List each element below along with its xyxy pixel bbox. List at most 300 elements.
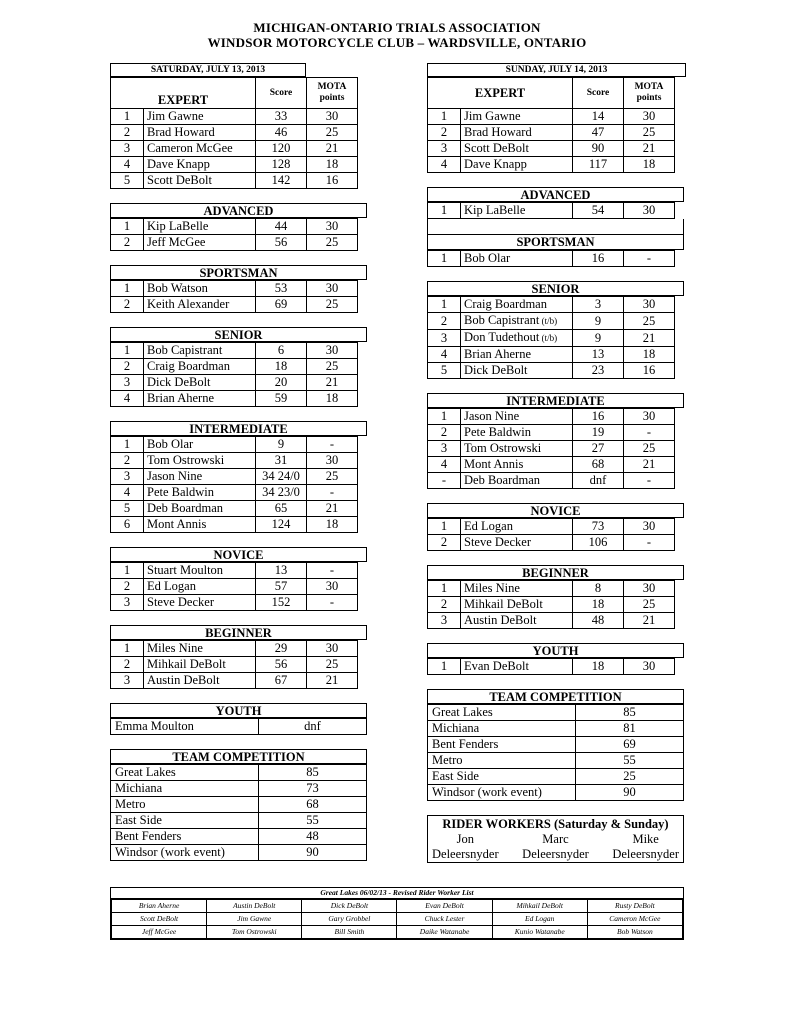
points-cell: 18 <box>307 517 358 533</box>
points-cell: 30 <box>624 297 675 313</box>
place-cell: 2 <box>111 125 144 141</box>
table-row <box>428 597 675 613</box>
table-row <box>111 235 358 251</box>
score-cell: 46 <box>256 125 307 141</box>
points-cell: - <box>624 425 675 441</box>
rider-name-cell: Tom Ostrowski <box>144 453 256 469</box>
table-row <box>428 705 684 721</box>
worker-name-cell: Bob Watson <box>587 926 682 939</box>
worker-name-cell: Gary Grobbel <box>302 913 397 926</box>
rider-name-cell <box>461 330 573 347</box>
worker-name-cell: Scott DeBolt <box>112 913 207 926</box>
place-cell: 5 <box>111 173 144 189</box>
worker-name-cell: Evan DeBolt <box>397 900 492 913</box>
place-cell: 3 <box>428 330 461 347</box>
score-cell: 44 <box>256 219 307 235</box>
team-heading: TEAM COMPETITION <box>427 689 684 704</box>
score-cell: 124 <box>256 517 307 533</box>
sunday-novice-table <box>427 518 675 551</box>
team-name-cell: East Side <box>428 769 576 785</box>
points-cell: 30 <box>624 519 675 535</box>
table-row <box>111 501 358 517</box>
worker-name-cell: Jeff McGee <box>112 926 207 939</box>
rider-workers-box <box>427 815 684 863</box>
rider-name-cell <box>461 363 573 379</box>
score-cell: 18 <box>573 659 624 675</box>
points-cell: 25 <box>624 441 675 457</box>
rider-name-cell <box>461 313 573 330</box>
score-cell: 29 <box>256 641 307 657</box>
rider-name-cell: Stuart Moulton <box>144 563 256 579</box>
team-name-cell: Michiana <box>428 721 576 737</box>
points-cell: 18 <box>624 347 675 363</box>
team-name-cell: Bent Fenders <box>111 829 259 845</box>
points-cell: 25 <box>307 235 358 251</box>
score-cell: 33 <box>256 109 307 125</box>
table-row <box>111 641 358 657</box>
rider-name-cell: Keith Alexander <box>144 297 256 313</box>
points-cell: 25 <box>307 359 358 375</box>
points-cell: - <box>624 473 675 489</box>
rider-name-cell: Scott DeBolt <box>461 141 573 157</box>
expert-heading: EXPERT <box>428 78 573 109</box>
score-cell: 67 <box>256 673 307 689</box>
sunday-date: SUNDAY, JULY 14, 2013 <box>427 63 686 77</box>
sunday-intermediate-table <box>427 408 675 489</box>
place-cell: 4 <box>111 391 144 407</box>
score-cell: 18 <box>256 359 307 375</box>
place-cell: 1 <box>428 409 461 425</box>
saturday-beginner-table <box>110 640 358 689</box>
worker-name-cell: Ed Logan <box>492 913 587 926</box>
sunday-column <box>427 63 684 863</box>
table-row <box>428 737 684 753</box>
score-cell: 57 <box>256 579 307 595</box>
place-cell: 1 <box>111 437 144 453</box>
rider-name-cell: Bob Olar <box>144 437 256 453</box>
worker-name-cell: Austin DeBolt <box>207 900 302 913</box>
points-cell: 21 <box>307 141 358 157</box>
tie-break-note: (t/b) <box>539 316 558 326</box>
rider-name: Brian Aherne <box>464 347 531 361</box>
beginner-heading: BEGINNER <box>110 625 367 640</box>
team-name-cell: Emma Moulton <box>111 719 259 735</box>
table-row <box>111 517 358 533</box>
place-cell: 3 <box>111 595 144 611</box>
score-cell: 9 <box>573 330 624 347</box>
score-cell: 90 <box>573 141 624 157</box>
score-cell: 6 <box>256 343 307 359</box>
team-name-cell: Windsor (work event) <box>111 845 259 861</box>
table-row <box>428 330 675 347</box>
table-row <box>428 613 675 629</box>
points-cell: 18 <box>307 157 358 173</box>
rider-name-cell: Jim Gawne <box>461 109 573 125</box>
saturday-sportsman-table <box>110 280 358 313</box>
table-row <box>111 343 358 359</box>
table-row <box>111 813 367 829</box>
rider-name-cell: Brad Howard <box>144 125 256 141</box>
page-title: MICHIGAN-ONTARIO TRIALS ASSOCIATION <box>253 20 541 35</box>
score-cell: 53 <box>256 281 307 297</box>
points-cell: - <box>307 595 358 611</box>
score-cell: 106 <box>573 535 624 551</box>
score-cell: 18 <box>573 597 624 613</box>
team-name-cell: Metro <box>111 797 259 813</box>
score-cell: 142 <box>256 173 307 189</box>
rider-name-cell: Ed Logan <box>144 579 256 595</box>
points-cell: 30 <box>307 453 358 469</box>
saturday-intermediate-table <box>110 436 358 533</box>
team-heading: TEAM COMPETITION <box>110 749 367 764</box>
score-cell: 27 <box>573 441 624 457</box>
sunday-sportsman-table <box>427 250 675 267</box>
points-cell: 30 <box>307 641 358 657</box>
score-cell: 54 <box>573 203 624 219</box>
table-row <box>428 535 675 551</box>
team-score-cell: 48 <box>259 829 367 845</box>
place-cell: 6 <box>111 517 144 533</box>
table-row <box>111 845 367 861</box>
points-cell: 30 <box>624 659 675 675</box>
rider-name-cell: Mont Annis <box>461 457 573 473</box>
table-row <box>111 829 367 845</box>
table-row <box>111 453 358 469</box>
rider-name-cell <box>461 297 573 313</box>
score-cell: 68 <box>573 457 624 473</box>
worker-name-cell: Brian Aherne <box>112 900 207 913</box>
place-cell: 2 <box>428 535 461 551</box>
rider-name-cell: Dave Knapp <box>144 157 256 173</box>
rider-worker-last: Deleersnyder <box>522 847 589 861</box>
page-subtitle: WINDSOR MOTORCYCLE CLUB – WARDSVILLE, ONTARIO <box>207 35 587 50</box>
team-name-cell: Metro <box>428 753 576 769</box>
points-cell: 30 <box>307 343 358 359</box>
points-cell: 30 <box>624 409 675 425</box>
points-cell: 25 <box>307 125 358 141</box>
saturday-novice-table <box>110 562 358 611</box>
worker-name-cell: Jim Gawne <box>207 913 302 926</box>
table-row <box>428 769 684 785</box>
table-row <box>428 581 675 597</box>
rider-name-cell: Craig Boardman <box>144 359 256 375</box>
place-cell: 1 <box>111 343 144 359</box>
place-cell: 3 <box>111 673 144 689</box>
place-cell: 4 <box>428 457 461 473</box>
score-cell: 34 23/0 <box>256 485 307 501</box>
points-cell: 30 <box>624 203 675 219</box>
team-score-cell: 68 <box>259 797 367 813</box>
points-cell: 25 <box>307 469 358 485</box>
points-cell: 21 <box>624 613 675 629</box>
table-row <box>428 141 675 157</box>
rider-worker-first: Marc <box>542 832 569 846</box>
rider-name: Dick DeBolt <box>464 363 528 377</box>
rider-name-cell: Jeff McGee <box>144 235 256 251</box>
team-score-cell: 25 <box>576 769 684 785</box>
sunday-beginner-table <box>427 580 675 629</box>
team-name-cell: Windsor (work event) <box>428 785 576 801</box>
place-cell: 4 <box>428 347 461 363</box>
table-row <box>111 485 358 501</box>
place-cell: - <box>428 473 461 489</box>
rider-name-cell: Dick DeBolt <box>144 375 256 391</box>
team-name-cell: Great Lakes <box>428 705 576 721</box>
rider-name-cell: Miles Nine <box>461 581 573 597</box>
rider-worker-last: Deleersnyder <box>432 847 499 861</box>
place-cell: 2 <box>428 125 461 141</box>
score-cell: 47 <box>573 125 624 141</box>
points-cell: - <box>624 535 675 551</box>
rider-name-cell: Deb Boardman <box>461 473 573 489</box>
score-cell: 9 <box>256 437 307 453</box>
youth-heading: YOUTH <box>427 643 684 658</box>
rider-name-cell: Tom Ostrowski <box>461 441 573 457</box>
table-row <box>111 359 358 375</box>
table-row <box>111 157 358 173</box>
score-cell: 56 <box>256 235 307 251</box>
place-cell: 1 <box>428 581 461 597</box>
table-row <box>428 297 675 313</box>
table-row <box>428 409 675 425</box>
table-row <box>111 391 358 407</box>
sportsman-heading: SPORTSMAN <box>427 235 684 250</box>
senior-heading: SENIOR <box>110 327 367 342</box>
rider-name-cell: Miles Nine <box>144 641 256 657</box>
rider-worker-first: Jon <box>456 832 474 846</box>
place-cell: 5 <box>428 363 461 379</box>
advanced-heading: ADVANCED <box>110 203 367 218</box>
rider-name-cell: Deb Boardman <box>144 501 256 517</box>
score-cell: 9 <box>573 313 624 330</box>
score-cell: 13 <box>573 347 624 363</box>
points-cell: 25 <box>624 597 675 613</box>
table-row <box>428 473 675 489</box>
place-cell: 3 <box>111 141 144 157</box>
table-row <box>111 797 367 813</box>
rider-name-cell: Pete Baldwin <box>144 485 256 501</box>
tie-break-note: (t/b) <box>539 333 558 343</box>
rider-name-cell: Mont Annis <box>144 517 256 533</box>
table-row <box>111 219 358 235</box>
points-cell: 30 <box>307 109 358 125</box>
table-row <box>112 900 683 913</box>
rider-workers-names <box>428 832 683 862</box>
score-cell: 19 <box>573 425 624 441</box>
table-row <box>428 347 675 363</box>
rider-name-cell: Jason Nine <box>461 409 573 425</box>
table-row <box>428 659 675 675</box>
score-cell: 34 24/0 <box>256 469 307 485</box>
table-row <box>428 363 675 379</box>
saturday-column <box>110 63 367 861</box>
rider-name-cell: Mihkail DeBolt <box>144 657 256 673</box>
points-cell: 30 <box>307 281 358 297</box>
points-cell: - <box>624 251 675 267</box>
score-cell: 16 <box>573 251 624 267</box>
senior-heading: SENIOR <box>427 281 684 296</box>
team-score-cell: 85 <box>259 765 367 781</box>
saturday-team-table <box>110 764 367 861</box>
worker-name-cell: Cameron McGee <box>587 913 682 926</box>
team-score-cell: 90 <box>576 785 684 801</box>
team-name-cell: Great Lakes <box>111 765 259 781</box>
points-cell: 21 <box>624 457 675 473</box>
rider-name-cell: Bob Watson <box>144 281 256 297</box>
spacer-row <box>427 219 684 235</box>
place-cell: 4 <box>428 157 461 173</box>
rider-name-cell: Brad Howard <box>461 125 573 141</box>
place-cell: 1 <box>428 297 461 313</box>
table-row <box>111 281 358 297</box>
rider-name: Don Tudethout <box>464 330 540 344</box>
team-name-cell: Michiana <box>111 781 259 797</box>
place-cell: 2 <box>111 235 144 251</box>
table-row <box>111 563 358 579</box>
intermediate-heading: INTERMEDIATE <box>427 393 684 408</box>
rider-name-cell <box>461 347 573 363</box>
score-cell: dnf <box>573 473 624 489</box>
points-cell: - <box>307 563 358 579</box>
table-row <box>112 926 683 939</box>
score-cell: 3 <box>573 297 624 313</box>
sportsman-heading: SPORTSMAN <box>110 265 367 280</box>
points-cell: 18 <box>624 157 675 173</box>
table-row <box>111 719 367 735</box>
table-row <box>428 313 675 330</box>
worker-name-cell: Rusty DeBolt <box>587 900 682 913</box>
score-header: Score <box>256 78 307 109</box>
sunday-youth-table <box>427 658 675 675</box>
rider-worker <box>522 832 589 862</box>
points-cell: 25 <box>624 313 675 330</box>
score-cell: 14 <box>573 109 624 125</box>
table-row <box>111 657 358 673</box>
saturday-youth-table <box>110 718 367 735</box>
points-cell: 21 <box>624 141 675 157</box>
place-cell: 3 <box>111 375 144 391</box>
place-cell: 3 <box>428 441 461 457</box>
table-row <box>111 781 367 797</box>
saturday-date: SATURDAY, JULY 13, 2013 <box>110 63 306 77</box>
team-score-cell: dnf <box>259 719 367 735</box>
table-row <box>428 519 675 535</box>
team-name-cell: Bent Fenders <box>428 737 576 753</box>
score-cell: 23 <box>573 363 624 379</box>
advanced-heading: ADVANCED <box>427 187 684 202</box>
place-cell: 1 <box>428 519 461 535</box>
place-cell: 1 <box>111 219 144 235</box>
rider-name-cell: Ed Logan <box>461 519 573 535</box>
table-row <box>111 595 358 611</box>
points-cell: 30 <box>624 581 675 597</box>
points-header: MOTA points <box>624 78 675 109</box>
rider-name-cell: Kip LaBelle <box>461 203 573 219</box>
saturday-expert-table <box>110 77 358 189</box>
points-cell: 16 <box>307 173 358 189</box>
worker-name-cell: Kunio Watanabe <box>492 926 587 939</box>
table-row <box>428 425 675 441</box>
sunday-advanced-table <box>427 202 675 219</box>
rider-name-cell: Austin DeBolt <box>144 673 256 689</box>
table-row <box>111 375 358 391</box>
points-cell: 25 <box>624 125 675 141</box>
sunday-expert-table <box>427 77 675 173</box>
sunday-team-table <box>427 704 684 801</box>
rider-name-cell: Evan DeBolt <box>461 659 573 675</box>
novice-heading: NOVICE <box>110 547 367 562</box>
team-score-cell: 55 <box>259 813 367 829</box>
rider-name-cell: Pete Baldwin <box>461 425 573 441</box>
beginner-heading: BEGINNER <box>427 565 684 580</box>
youth-heading: YOUTH <box>110 703 367 718</box>
worker-name-cell: Chuck Lester <box>397 913 492 926</box>
rider-name-cell: Mihkail DeBolt <box>461 597 573 613</box>
worker-name-cell: Dick DeBolt <box>302 900 397 913</box>
points-cell: 25 <box>307 657 358 673</box>
rider-name-cell: Dave Knapp <box>461 157 573 173</box>
team-score-cell: 69 <box>576 737 684 753</box>
intermediate-heading: INTERMEDIATE <box>110 421 367 436</box>
place-cell: 4 <box>111 485 144 501</box>
score-cell: 13 <box>256 563 307 579</box>
table-row <box>428 157 675 173</box>
score-cell: 31 <box>256 453 307 469</box>
place-cell: 4 <box>111 157 144 173</box>
rider-name-cell: Kip LaBelle <box>144 219 256 235</box>
score-cell: 48 <box>573 613 624 629</box>
worker-name-cell: Tom Ostrowski <box>207 926 302 939</box>
rider-name-cell: Scott DeBolt <box>144 173 256 189</box>
sunday-senior-table <box>427 296 675 379</box>
rider-name-cell: Austin DeBolt <box>461 613 573 629</box>
rider-name-cell: Jim Gawne <box>144 109 256 125</box>
table-row <box>111 173 358 189</box>
place-cell: 2 <box>428 313 461 330</box>
score-cell: 20 <box>256 375 307 391</box>
score-cell: 152 <box>256 595 307 611</box>
place-cell: 5 <box>111 501 144 517</box>
place-cell: 1 <box>428 659 461 675</box>
saturday-senior-table <box>110 342 358 407</box>
rider-name-cell: Jason Nine <box>144 469 256 485</box>
score-cell: 73 <box>573 519 624 535</box>
place-cell: 1 <box>111 109 144 125</box>
worker-name-cell: Daike Watanabe <box>397 926 492 939</box>
rider-name: Craig Boardman <box>464 297 547 311</box>
novice-heading: NOVICE <box>427 503 684 518</box>
place-cell: 2 <box>111 657 144 673</box>
place-cell: 1 <box>428 109 461 125</box>
score-cell: 59 <box>256 391 307 407</box>
score-cell: 16 <box>573 409 624 425</box>
rider-workers-title: RIDER WORKERS (Saturday & Sunday) <box>442 817 669 831</box>
table-row <box>428 457 675 473</box>
table-row <box>111 469 358 485</box>
table-row <box>111 141 358 157</box>
table-row <box>111 125 358 141</box>
table-row <box>111 765 367 781</box>
team-score-cell: 81 <box>576 721 684 737</box>
place-cell: 2 <box>111 579 144 595</box>
score-cell: 117 <box>573 157 624 173</box>
score-cell: 128 <box>256 157 307 173</box>
rider-name-cell: Brian Aherne <box>144 391 256 407</box>
table-row <box>428 251 675 267</box>
table-row <box>428 203 675 219</box>
place-cell: 2 <box>111 453 144 469</box>
points-header: MOTA points <box>307 78 358 109</box>
